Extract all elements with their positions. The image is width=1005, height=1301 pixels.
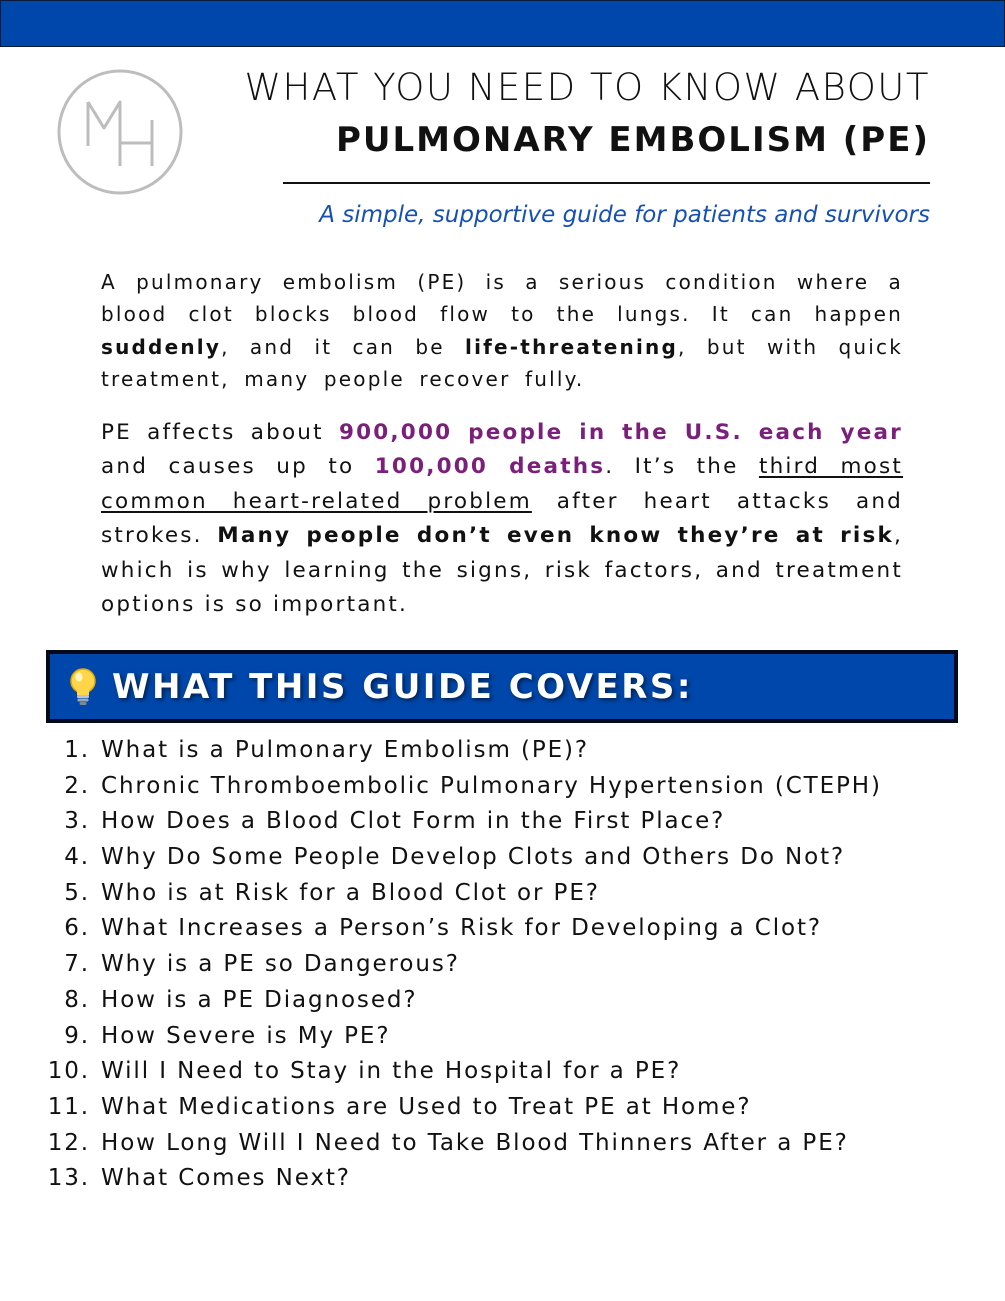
intro-paragraph-2 <box>101 416 903 622</box>
toc-item <box>0 1058 1005 1094</box>
toc-item-text: How Severe is My PE? <box>101 1022 391 1049</box>
toc-item-text: Why is a PE so Dangerous? <box>101 951 460 978</box>
title-line-2: PULMONARY EMBOLISM (PE) <box>335 120 930 160</box>
toc-item-number: 9. <box>64 1022 90 1049</box>
toc-item-number: 2. <box>64 772 90 799</box>
toc-item-text: Chronic Thromboembolic Pulmonary Hypertension (CTEPH) <box>101 772 882 799</box>
toc-item <box>0 808 1005 844</box>
subtitle: A simple, supportive guide for patients and survivors <box>319 202 930 228</box>
toc-item-text: How Does a Blood Clot Form in the First Place? <box>101 808 726 835</box>
toc-item-text: How Long Will I Need to Take Blood Thinners After a PE? <box>101 1129 849 1156</box>
toc-item-number: 11. <box>47 1093 90 1120</box>
toc-item <box>0 1165 1005 1201</box>
toc-item-number: 8. <box>64 986 90 1013</box>
p2-text-3: . It’s the <box>605 454 759 480</box>
toc-item <box>0 915 1005 951</box>
toc-item <box>0 737 1005 773</box>
intro-paragraph-1 <box>101 266 903 395</box>
mh-logo <box>56 68 184 196</box>
p2-text-4: after heart attacks and strokes. <box>101 488 903 549</box>
toc-item <box>0 1094 1005 1130</box>
p1-text-3: , but with quick treatment, many people recover fully. <box>101 334 903 391</box>
title-line-1: WHAT YOU NEED TO KNOW ABOUT <box>244 66 930 109</box>
table-of-contents <box>0 737 1005 1201</box>
title-divider <box>283 182 930 184</box>
toc-item-number: 5. <box>64 879 90 906</box>
toc-item-text: What Comes Next? <box>101 1165 351 1192</box>
toc-item-number: 4. <box>64 844 90 871</box>
p2-text-2: and causes up to <box>101 454 375 480</box>
toc-item-number: 3. <box>64 808 90 835</box>
toc-item-number: 1. <box>64 737 90 763</box>
toc-item-text: What Increases a Person’s Risk for Developing a Clot? <box>101 915 823 942</box>
toc-item-text: Why Do Some People Develop Clots and Others Do Not? <box>101 844 846 871</box>
p2-highlight-people: 900,000 people in the U.S. each year <box>338 420 903 445</box>
toc-item <box>0 1130 1005 1166</box>
p2-text-1: PE affects about <box>101 420 339 445</box>
toc-item <box>0 844 1005 880</box>
toc-item-number: 6. <box>64 915 90 942</box>
toc-item-text: Will I Need to Stay in the Hospital for a PE? <box>101 1058 682 1085</box>
toc-item <box>0 951 1005 987</box>
p1-bold-suddenly: suddenly <box>101 334 222 359</box>
top-color-bar <box>0 0 1005 47</box>
p2-text-5: , which is why learning the signs, risk factors, and treatment options is so important. <box>101 523 904 618</box>
guide-covers-banner <box>46 650 958 723</box>
toc-item <box>0 880 1005 916</box>
section-title: WHAT THIS GUIDE COVERS: <box>112 666 693 707</box>
p2-highlight-deaths: 100,000 deaths <box>374 454 606 480</box>
p2-underline-third-common: third most common heart-related problem <box>101 454 904 514</box>
toc-item-number: 10. <box>47 1058 90 1085</box>
p1-text-1: A pulmonary embolism (PE) is a serious condition where a blood clot blocks blood flow to the lungs. It can happen <box>101 270 903 327</box>
toc-item-text: How is a PE Diagnosed? <box>101 986 418 1013</box>
toc-item-number: 13. <box>47 1165 90 1192</box>
toc-item-number: 12. <box>47 1129 90 1156</box>
p1-text-2: , and it can be <box>221 334 466 359</box>
toc-item-text: What is a Pulmonary Embolism (PE)? <box>101 737 590 763</box>
toc-item-text: Who is at Risk for a Blood Clot or PE? <box>101 879 600 906</box>
toc-item <box>0 987 1005 1023</box>
toc-item-text: What Medications are Used to Treat PE at Home? <box>101 1093 752 1120</box>
toc-item <box>0 1023 1005 1059</box>
p1-bold-life-threatening: life-threatening <box>465 334 679 359</box>
p2-bold-risk: Many people don’t even know they’re at risk <box>217 523 894 549</box>
toc-item-number: 7. <box>64 951 90 978</box>
toc-item <box>0 773 1005 809</box>
lightbulb-icon <box>68 667 98 707</box>
